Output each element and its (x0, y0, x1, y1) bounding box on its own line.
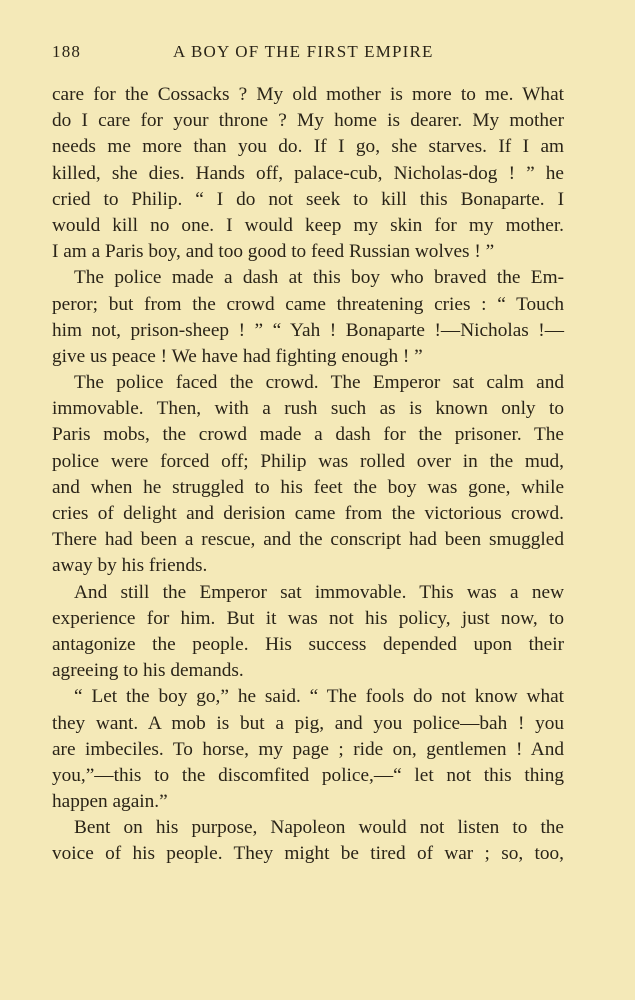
text-line: The police made a dash at this boy who braved the Em- (74, 267, 564, 289)
text-line: cried to Philip. “ I do not seek to kill this Bonaparte. I (52, 188, 564, 210)
text-line: The police faced the crowd. The Emperor sat calm and (74, 372, 564, 394)
text-line: cries of delight and derision came from the victorious crowd. (52, 503, 564, 524)
text-line: police were forced off; Philip was rolled over in the mud, (52, 450, 564, 472)
text-line: away by his friends. (52, 555, 208, 577)
text-line: happen again.” (52, 791, 168, 813)
running-title: A BOY OF THE FIRST EMPIRE (173, 42, 434, 61)
page-number: 188 (52, 42, 82, 61)
body-text (52, 82, 564, 868)
text-line: you,”—this to the discomfited police,—“ let not this thing (52, 764, 564, 786)
text-line: him not, prison-sheep ! ” “ Yah ! Bonaparte !—Nicholas !— (52, 319, 564, 341)
text-line: experience for him. But it was not his policy, just now, to (52, 607, 564, 629)
text-line: Paris mobs, the crowd made a dash for the prisoner. The (52, 424, 564, 446)
running-head (52, 42, 564, 66)
text-line: antagonize the people. His success depended upon their (52, 633, 564, 655)
text-line: “ Let the boy go,” he said. “ The fools do not know what (74, 686, 564, 708)
text-line: peror; but from the crowd came threatening cries : “ Touch (52, 293, 564, 315)
text-line: give us peace ! We have had fighting enough ! ” (52, 345, 423, 367)
text-line: would kill no one. I would keep my skin for my mother. (52, 214, 564, 236)
text-line: do I care for your throne ? My home is dearer. My mother (52, 110, 564, 132)
text-line: are imbeciles. To horse, my page ; ride on, gentlemen ! And (52, 738, 564, 760)
text-line: needs me more than you do. If I go, she starves. If I am (52, 136, 564, 158)
text-line: and when he struggled to his feet the boy was gone, while (52, 476, 564, 498)
text-line: immovable. Then, with a rush such as is known only to (52, 398, 564, 420)
text-line: And still the Emperor sat immovable. This was a new (74, 581, 564, 603)
text-line: killed, she dies. Hands off, palace-cub, Nicholas-dog ! ” he (52, 162, 564, 184)
text-line: voice of his people. They might be tired of war ; so, too, (52, 843, 564, 865)
text-line: I am a Paris boy, and too good to feed Russian wolves ! ” (52, 241, 495, 263)
text-line: Bent on his purpose, Napoleon would not listen to the (74, 817, 564, 839)
text-line: agreeing to his demands. (52, 660, 244, 682)
text-line: they want. A mob is but a pig, and you police—bah ! you (52, 712, 564, 734)
text-line: care for the Cossacks ? My old mother is more to me. What (52, 84, 564, 105)
text-line: There had been a rescue, and the conscript had been smuggled (52, 529, 564, 551)
